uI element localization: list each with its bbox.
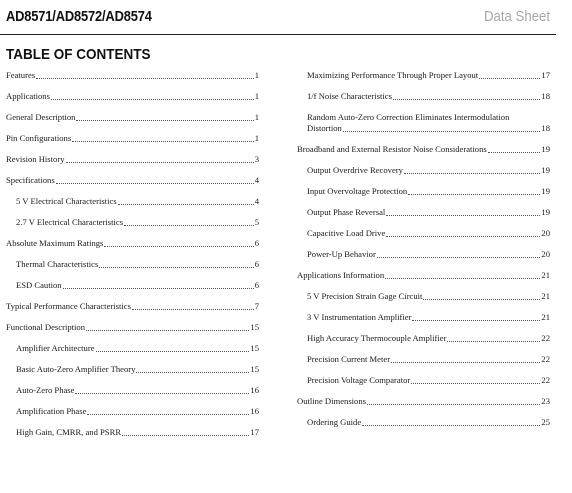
toc-entry[interactable] <box>16 364 259 375</box>
toc-entry-page: 6 <box>254 259 259 269</box>
toc-entry-label: Precision Current Meter <box>307 354 391 364</box>
toc-entry-page: 1 <box>254 112 259 122</box>
toc-entry[interactable] <box>307 207 550 218</box>
dot-leader <box>408 194 540 195</box>
toc-entry-label: Applications <box>6 91 50 101</box>
toc-entry-page: 15 <box>250 343 259 353</box>
toc-entry-page: 17 <box>250 427 259 437</box>
toc-entry-page: 15 <box>250 364 259 374</box>
toc-entry-label: 3 V Instrumentation Amplifier <box>307 312 412 322</box>
dot-leader <box>75 393 249 394</box>
dot-leader <box>87 414 249 415</box>
toc-entry-page: 21 <box>541 291 550 301</box>
toc-entry[interactable] <box>307 333 550 344</box>
toc-entry-page: 22 <box>541 354 550 364</box>
dot-leader <box>386 236 540 237</box>
toc-entry-page: 19 <box>541 186 550 196</box>
toc-entry[interactable] <box>307 375 550 386</box>
document-title: AD8571/AD8572/AD8574 <box>6 8 152 25</box>
dot-leader <box>124 225 254 226</box>
dot-leader <box>118 204 254 205</box>
toc-entry-page: 19 <box>541 207 550 217</box>
toc-entry-label: Absolute Maximum Ratings <box>6 238 104 248</box>
toc-entry-page: 6 <box>254 280 259 290</box>
dot-leader <box>51 99 254 100</box>
dot-leader <box>391 362 540 363</box>
toc-entry[interactable] <box>16 427 259 438</box>
dot-leader <box>385 278 540 279</box>
toc-entry-page: 15 <box>250 322 259 332</box>
toc-entry-label: Precision Voltage Comparator <box>307 375 411 385</box>
toc-entry-page: 1 <box>254 70 259 80</box>
dot-leader <box>367 404 540 405</box>
dot-leader <box>96 351 250 352</box>
toc-entry[interactable] <box>6 238 259 249</box>
toc-entry-label: Broadband and External Resistor Noise Considerations <box>297 144 487 154</box>
toc-entry-label: Applications Information <box>297 270 385 280</box>
dot-leader <box>447 341 540 342</box>
toc-entry-label: Amplification Phase <box>16 406 87 416</box>
dot-leader <box>122 435 249 436</box>
toc-entry[interactable] <box>297 270 550 281</box>
toc-entry[interactable] <box>307 165 550 176</box>
dot-leader <box>412 320 540 321</box>
toc-entry-label: 1/f Noise Characteristics <box>307 91 392 101</box>
toc-entry[interactable] <box>16 280 259 291</box>
toc-entry-label-continued: Distortion <box>307 123 342 133</box>
toc-entry[interactable] <box>16 217 259 228</box>
toc-entry-page: 4 <box>254 196 259 206</box>
toc-entry-page: 1 <box>254 91 259 101</box>
dot-leader <box>404 173 540 174</box>
toc-entry[interactable] <box>6 70 259 81</box>
toc-entry-label: High Gain, CMRR, and PSRR <box>16 427 122 437</box>
toc-entry-label: Revision History <box>6 154 65 164</box>
toc-entry[interactable] <box>307 354 550 365</box>
toc-entry[interactable] <box>297 396 550 407</box>
toc-entry-page: 17 <box>541 70 550 80</box>
dot-leader <box>99 267 253 268</box>
page-header <box>0 0 556 35</box>
toc-entry[interactable] <box>6 133 259 144</box>
toc-entry[interactable] <box>307 91 550 102</box>
toc-entry-label: Input Overvoltage Protection <box>307 186 408 196</box>
toc-entry[interactable] <box>6 175 259 186</box>
toc-entry-page: 5 <box>254 217 259 227</box>
toc-entry-label: 5 V Electrical Characteristics <box>16 196 117 206</box>
toc-entry-page: 21 <box>541 270 550 280</box>
toc-entry[interactable] <box>307 291 550 302</box>
dot-leader <box>386 215 540 216</box>
toc-entry-label: Thermal Characteristics <box>16 259 99 269</box>
toc-entry-page: 20 <box>541 249 550 259</box>
dot-leader <box>423 299 540 300</box>
toc-entry[interactable] <box>297 144 550 155</box>
dot-leader <box>72 141 254 142</box>
dot-leader <box>66 162 254 163</box>
toc-entry-label: Capacitive Load Drive <box>307 228 386 238</box>
toc-entry-page: 7 <box>254 301 259 311</box>
dot-leader <box>488 152 541 153</box>
toc-entry-label: High Accuracy Thermocouple Amplifier <box>307 333 447 343</box>
toc-entry-label: Specifications <box>6 175 55 185</box>
toc-entry-page: 18 <box>541 91 550 101</box>
toc-entry[interactable] <box>307 112 550 134</box>
dot-leader <box>136 372 249 373</box>
toc-entry[interactable] <box>307 228 550 239</box>
toc-entry[interactable] <box>307 249 550 260</box>
toc-entry[interactable] <box>16 343 259 354</box>
toc-entry-label: General Description <box>6 112 76 122</box>
toc-entry-label: Output Overdrive Recovery <box>307 165 403 175</box>
toc-entry[interactable] <box>16 406 259 417</box>
toc-entry-page: 16 <box>250 406 259 416</box>
toc-entry[interactable] <box>6 91 259 102</box>
toc-entry-page: 18 <box>541 123 550 133</box>
toc-entry-label: Ordering Guide <box>307 417 362 427</box>
dot-leader <box>479 78 540 79</box>
toc-entry-label: Typical Performance Characteristics <box>6 301 131 311</box>
toc-entry[interactable] <box>16 385 259 396</box>
dot-leader <box>76 120 253 121</box>
toc-entry-page: 22 <box>541 333 550 343</box>
toc-entry[interactable] <box>6 322 259 333</box>
toc-entry-label: Pin Configurations <box>6 133 72 143</box>
toc-entry-label: Basic Auto-Zero Amplifier Theory <box>16 364 136 374</box>
toc-entry[interactable] <box>307 186 550 197</box>
toc-entry-label: Outline Dimensions <box>297 396 366 406</box>
toc-entry-page: 4 <box>254 175 259 185</box>
toc-heading: TABLE OF CONTENTS <box>6 46 151 63</box>
toc-entry-page: 19 <box>541 144 550 154</box>
toc-entry-label: Features <box>6 70 36 80</box>
toc-entry-label: ESD Caution <box>16 280 62 290</box>
toc-entry-label: Maximizing Performance Through Proper Layout <box>307 70 479 80</box>
dot-leader <box>362 425 540 426</box>
toc-entry[interactable] <box>307 312 550 323</box>
toc-entry-page: 23 <box>541 396 550 406</box>
toc-entry[interactable] <box>307 70 550 81</box>
toc-entry-page: 20 <box>541 228 550 238</box>
dot-leader <box>411 383 540 384</box>
toc-entry-label: 2.7 V Electrical Characteristics <box>16 217 124 227</box>
dot-leader <box>104 246 253 247</box>
toc-entry[interactable] <box>16 259 259 270</box>
toc-entry-page: 6 <box>254 238 259 248</box>
toc-entry-label: Random Auto-Zero Correction Eliminates Intermodulation <box>307 112 510 122</box>
toc-entry[interactable] <box>16 196 259 207</box>
dot-leader <box>343 131 541 132</box>
dot-leader <box>86 330 249 331</box>
toc-entry-page: 1 <box>254 133 259 143</box>
toc-entry-page: 16 <box>250 385 259 395</box>
toc-entry-label: Functional Description <box>6 322 86 332</box>
dot-leader <box>63 288 254 289</box>
toc-entry-label: Power-Up Behavior <box>307 249 376 259</box>
dot-leader <box>132 309 254 310</box>
toc-entry-label: 5 V Precision Strain Gage Circuit <box>307 291 423 301</box>
toc-entry-label: Amplifier Architecture <box>16 343 95 353</box>
toc-entry[interactable] <box>6 301 259 312</box>
toc-entry[interactable] <box>307 417 550 428</box>
document-type-label: Data Sheet <box>483 8 550 25</box>
dot-leader <box>393 99 540 100</box>
toc-entry-label: Auto-Zero Phase <box>16 385 75 395</box>
toc-entry-label: Output Phase Reversal <box>307 207 386 217</box>
dot-leader <box>56 183 254 184</box>
toc-entry[interactable] <box>6 112 259 123</box>
toc-entry-page: 25 <box>541 417 550 427</box>
toc-entry-page: 21 <box>541 312 550 322</box>
toc-entry[interactable] <box>6 154 259 165</box>
toc-entry-page: 22 <box>541 375 550 385</box>
toc-entry-page: 19 <box>541 165 550 175</box>
toc-entry-page: 3 <box>254 154 259 164</box>
dot-leader <box>36 78 254 79</box>
dot-leader <box>377 257 541 258</box>
